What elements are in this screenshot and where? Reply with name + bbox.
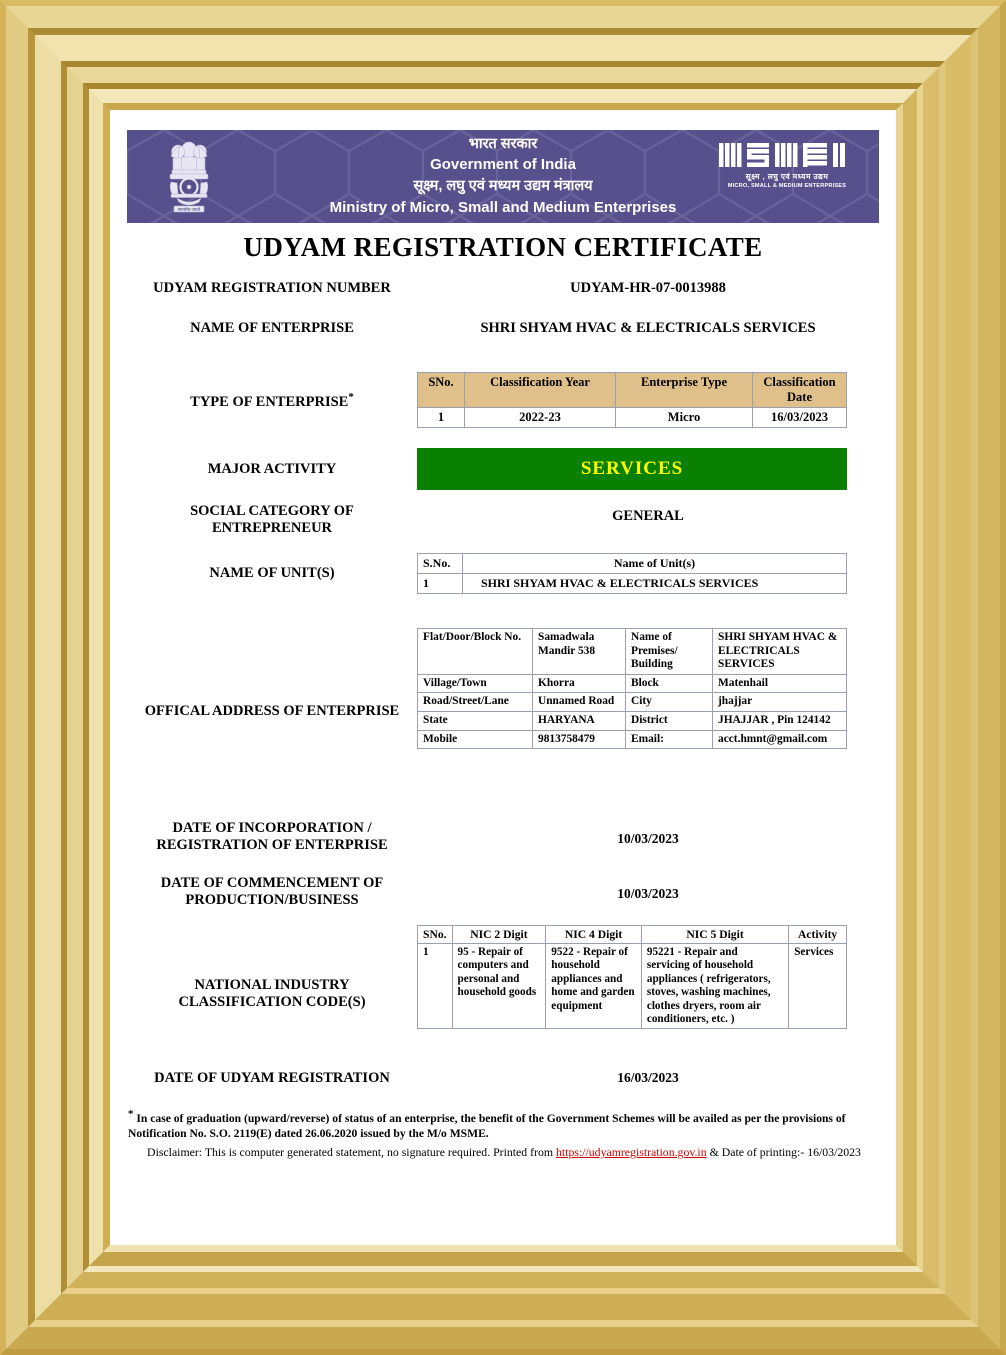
addr-key-village-town: Village/Town [418, 674, 533, 693]
row-official-address [127, 628, 879, 749]
type-of-enterprise-label [127, 389, 417, 411]
cell-enterprise-type: Micro [616, 408, 753, 428]
msme-wordmark-icon [717, 140, 857, 170]
major-activity-value-banner: SERVICES [417, 448, 847, 490]
official-address-table-wrap [417, 628, 879, 749]
col-classification-year: Classification Year [465, 373, 616, 408]
header-hindi-ministry: सूक्ष्म, लघु एवं मध्यम उद्यम मंत्रालय [413, 178, 593, 194]
addr-value-email: acct.hmnt@gmail.com [713, 730, 847, 749]
table-header-row [418, 554, 847, 574]
cell-classification-date: 16/03/2023 [753, 408, 847, 428]
addr-value-block: Matenhail [713, 674, 847, 693]
cell-nic-5-digit: 95221 - Repair and servicing of household appliances ( refrigerators, stoves, washing machines, clothes dryers, room air conditioners, etc. ) [641, 944, 788, 1029]
row-type-of-enterprise [127, 372, 879, 428]
disclaimer-text [128, 1144, 880, 1160]
social-category-label [127, 503, 417, 537]
social-category-label-line2: ENTREPRENEUR [211, 520, 333, 536]
col-sno: SNo. [418, 926, 453, 944]
date-incorporation-label-line2: REGISTRATION OF ENTERPRISE [156, 837, 388, 853]
row-date-incorporation [127, 820, 879, 854]
table-row [418, 574, 847, 594]
row-major-activity [127, 448, 879, 490]
type-of-enterprise-table-wrap [417, 372, 879, 428]
nic-table-wrap [417, 925, 879, 1029]
svg-text:सत्यमेव जयते: सत्यमेव जयते [177, 207, 201, 212]
name-of-units-label: NAME OF UNIT(S) [209, 565, 335, 581]
msme-english-subtitle: MICRO, SMALL & MEDIUM ENTERPRISES [727, 183, 847, 189]
row-name-of-units [127, 553, 879, 594]
cell-sno: 1 [418, 408, 465, 428]
addr-key-district: District [626, 711, 713, 730]
name-of-enterprise-value: SHRI SHYAM HVAC & ELECTRICALS SERVICES [480, 320, 816, 336]
table-row [418, 711, 847, 730]
cell-classification-year: 2022-23 [465, 408, 616, 428]
row-social-category [127, 503, 879, 537]
social-category-label-line1: SOCIAL CATEGORY OF [190, 503, 354, 519]
official-address-table [417, 628, 847, 749]
nic-codes-label [127, 925, 417, 1011]
footnote-asterisk: * [128, 1108, 134, 1120]
name-of-enterprise-label: NAME OF ENTERPRISE [190, 320, 354, 336]
table-row [418, 629, 847, 675]
col-sno: S.No. [418, 554, 463, 574]
graduation-footnote [128, 1107, 880, 1142]
date-udyam-registration-value: 16/03/2023 [617, 1070, 679, 1085]
udyam-registration-link[interactable]: https://udyamregistration.gov.in [556, 1145, 707, 1159]
addr-key-mobile: Mobile [418, 730, 533, 749]
addr-value-road-street-lane: Unnamed Road [533, 693, 626, 712]
addr-value-city: jhajjar [713, 693, 847, 712]
social-category-value: GENERAL [612, 508, 684, 524]
msme-logo [717, 140, 857, 189]
date-commencement-label-line2: PRODUCTION/BUSINESS [185, 892, 359, 908]
major-activity-label: MAJOR ACTIVITY [207, 460, 337, 477]
government-header-banner [127, 130, 879, 223]
addr-value-mobile: 9813758479 [533, 730, 626, 749]
date-incorporation-label [127, 820, 417, 854]
table-row [418, 408, 847, 428]
addr-key-flat-door-block: Flat/Door/Block No. [418, 629, 533, 675]
certificate-page [110, 110, 896, 1245]
header-hindi-government: भारत सरकार [468, 136, 538, 152]
addr-key-block: Block [626, 674, 713, 693]
addr-key-email: Email: [626, 730, 713, 749]
col-classification-date: Classification Date [753, 373, 847, 408]
date-incorporation-label-line1: DATE OF INCORPORATION / [172, 820, 372, 836]
disclaimer-suffix: & Date of printing:- 16/03/2023 [706, 1145, 861, 1159]
header-english-government: Government of India [430, 156, 576, 173]
date-commencement-label-line1: DATE OF COMMENCEMENT OF [160, 875, 384, 891]
type-of-enterprise-table [417, 372, 847, 428]
table-row [418, 730, 847, 749]
row-date-commencement [127, 875, 879, 909]
cell-sno: 1 [418, 574, 463, 594]
row-name-of-enterprise [127, 320, 879, 337]
date-incorporation-value: 10/03/2023 [617, 831, 679, 846]
table-header-row [418, 373, 847, 408]
addr-value-district: JHAJJAR , Pin 124142 [713, 711, 847, 730]
addr-key-road-street-lane: Road/Street/Lane [418, 693, 533, 712]
col-activity: Activity [789, 926, 847, 944]
addr-key-premises: Name of Premises/ Building [626, 629, 713, 675]
addr-value-village-town: Khorra [533, 674, 626, 693]
col-nic-5-digit: NIC 5 Digit [641, 926, 788, 944]
addr-key-city: City [626, 693, 713, 712]
col-nic-4-digit: NIC 4 Digit [546, 926, 642, 944]
type-of-enterprise-asterisk: * [348, 391, 354, 404]
nic-codes-label-line2: CLASSIFICATION CODE(S) [178, 994, 366, 1010]
cell-activity: Services [789, 944, 847, 1029]
row-nic-codes [127, 925, 879, 1029]
type-of-enterprise-label-text: TYPE OF ENTERPRISE [190, 393, 349, 410]
date-udyam-registration-label: DATE OF UDYAM REGISTRATION [154, 1070, 390, 1086]
row-registration-number [127, 280, 879, 297]
disclaimer-prefix: Disclaimer: This is computer generated statement, no signature required. Printed from [147, 1145, 556, 1159]
nic-codes-label-line1: NATIONAL INDUSTRY [194, 977, 350, 993]
addr-key-state: State [418, 711, 533, 730]
col-enterprise-type: Enterprise Type [616, 373, 753, 408]
msme-hindi-subtitle: सूक्ष्म , लघु एवं मध्यम उद्यम [745, 172, 829, 181]
major-activity-banner-wrap [417, 448, 879, 490]
col-name-of-units: Name of Unit(s) [463, 554, 847, 574]
table-row [418, 944, 847, 1029]
addr-value-flat-door-block: Samadwala Mandir 538 [533, 629, 626, 675]
table-header-row [418, 926, 847, 944]
name-of-units-table [417, 553, 847, 594]
official-address-label: OFFICAL ADDRESS OF ENTERPRISE [144, 703, 400, 719]
cell-nic-4-digit: 9522 - Repair of household appliances and home and garden equipment [546, 944, 642, 1029]
name-of-units-table-wrap [417, 553, 879, 594]
cell-sno: 1 [418, 944, 453, 1029]
table-row [418, 693, 847, 712]
nic-classification-table [417, 925, 847, 1029]
addr-value-state: HARYANA [533, 711, 626, 730]
footnote-text: In case of graduation (upward/reverse) of status of an enterprise, the benefit of the Government Schemes will be availed as per the provisions of Notification No. S.O. 2119(E) dated 26.06.2020 issued by the M/o MSME. [128, 1111, 846, 1141]
cell-nic-2-digit: 95 - Repair of computers and personal and household goods [452, 944, 546, 1029]
date-commencement-value: 10/03/2023 [617, 886, 679, 901]
cell-unit-name: SHRI SHYAM HVAC & ELECTRICALS SERVICES [463, 574, 847, 594]
table-row [418, 674, 847, 693]
registration-number-label: UDYAM REGISTRATION NUMBER [153, 280, 391, 296]
date-commencement-label [127, 875, 417, 909]
row-date-udyam-registration [127, 1070, 879, 1087]
addr-value-premises: SHRI SHYAM HVAC & ELECTRICALS SERVICES [713, 629, 847, 675]
page-title: UDYAM REGISTRATION CERTIFICATE [243, 232, 763, 262]
col-nic-2-digit: NIC 2 Digit [452, 926, 546, 944]
col-sno: SNo. [418, 373, 465, 408]
registration-number-value: UDYAM-HR-07-0013988 [570, 280, 726, 296]
header-english-ministry: Ministry of Micro, Small and Medium Enterprises [329, 199, 677, 216]
